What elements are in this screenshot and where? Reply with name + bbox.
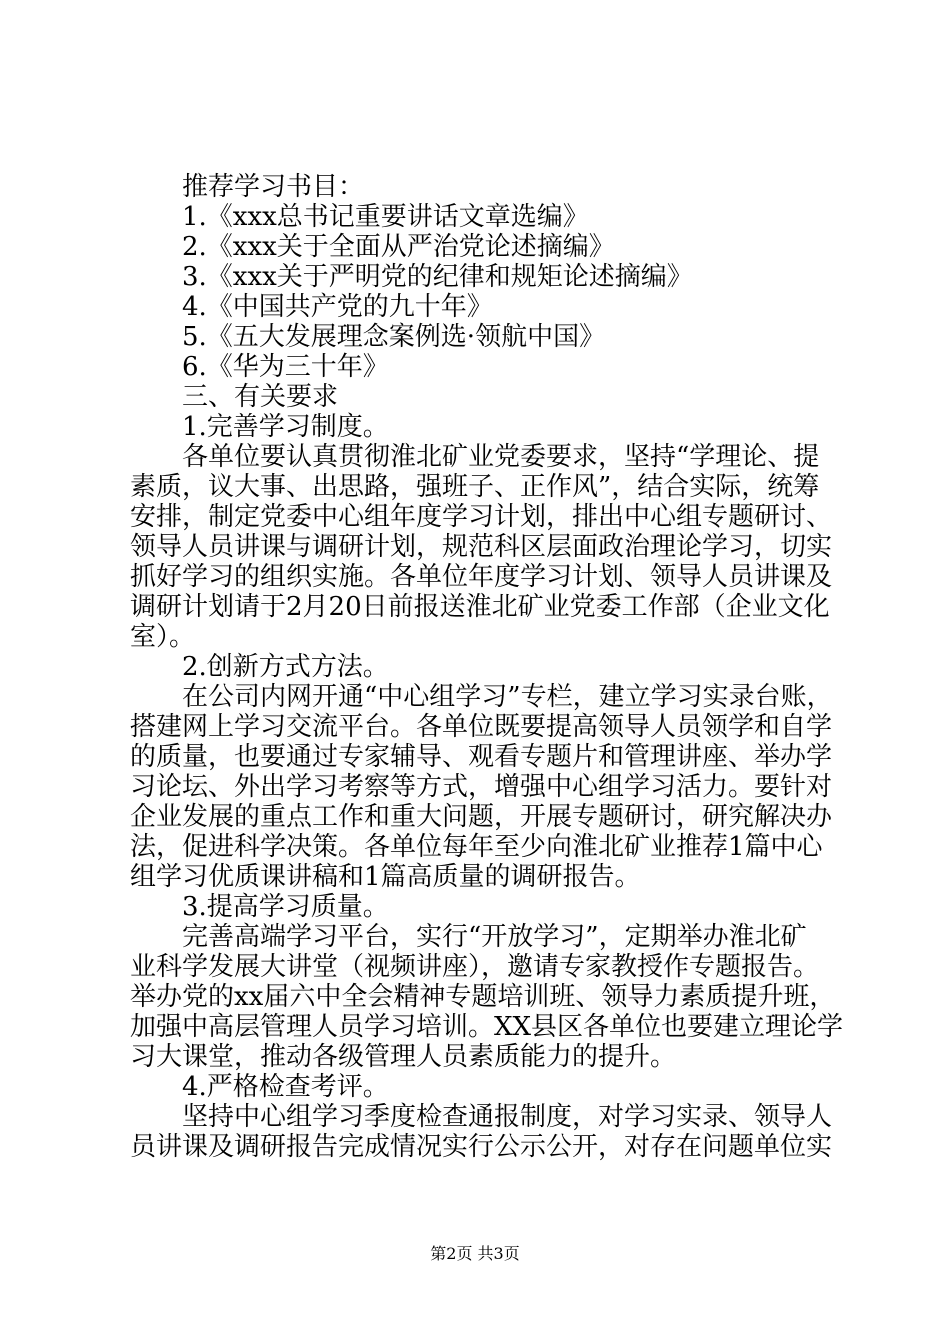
text-line: 2.《xxx关于全面从严治党论述摘编》 [182, 232, 615, 262]
text-line: 3.《xxx关于严明党的纪律和规矩论述摘编》 [182, 262, 693, 292]
text-line: 坚持中心组学习季度检查通报制度，对学习实录、领导人 [182, 1102, 833, 1132]
text-line: 5.《五大发展理念案例选·领航中国》 [182, 322, 606, 352]
text-line: 4.严格检查考评。 [182, 1072, 389, 1102]
text-line: 法，促进科学决策。各单位每年至少向淮北矿业推荐1篇中心 [130, 832, 823, 862]
text-line: 习论坛、外出学习考察等方式，增强中心组学习活力。要针对 [130, 772, 833, 802]
text-line: 素质，议大事、出思路，强班子、正作风”，结合实际，统筹 [130, 472, 820, 502]
text-line: 1.完善学习制度。 [182, 412, 389, 442]
text-line: 组学习优质课讲稿和1篇高质量的调研报告。 [130, 862, 641, 892]
text-line: 各单位要认真贯彻淮北矿业党委要求，坚持“学理论、提 [182, 442, 820, 472]
text-line: 搭建网上学习交流平台。各单位既要提高领导人员领学和自学 [130, 712, 833, 742]
text-line: 领导人员讲课与调研计划，规范科区层面政治理论学习，切实 [130, 532, 833, 562]
text-line: 加强中高层管理人员学习培训。XX县区各单位也要建立理论学 [130, 1012, 844, 1042]
page-footer [0, 1244, 950, 1264]
text-line: 室）。 [130, 622, 196, 652]
text-line: 2.创新方式方法。 [182, 652, 389, 682]
text-line: 抓好学习的组织实施。各单位年度学习计划、领导人员讲课及 [130, 562, 833, 592]
text-line: 6.《华为三十年》 [182, 352, 389, 382]
text-line: 员讲课及调研报告完成情况实行公示公开，对存在问题单位实 [130, 1132, 833, 1162]
text-line: 推荐学习书目： [182, 172, 365, 202]
page-number-label: 第2页 共3页 [430, 1244, 520, 1263]
text-line: 调研计划请于2月20日前报送淮北矿业党委工作部（企业文化 [130, 592, 830, 622]
text-line: 安排，制定党委中心组年度学习计划，排出中心组专题研讨、 [130, 502, 833, 532]
text-line: 3.提高学习质量。 [182, 892, 389, 922]
text-line: 习大课堂，推动各级管理人员素质能力的提升。 [130, 1042, 677, 1072]
text-line: 在公司内网开通“中心组学习”专栏，建立学习实录台账， [182, 682, 833, 712]
text-line: 的质量，也要通过专家辅导、观看专题片和管理讲座、举办学 [130, 742, 833, 772]
text-line: 企业发展的重点工作和重大问题，开展专题研讨，研究解决办 [130, 802, 833, 832]
text-line: 完善高端学习平台，实行“开放学习”，定期举办淮北矿 [182, 922, 807, 952]
text-line: 1.《xxx总书记重要讲话文章选编》 [182, 202, 589, 232]
text-line: 举办党的xx届六中全会精神专题培训班、领导力素质提升班， [130, 982, 836, 1012]
text-line: 三、有关要求 [182, 382, 339, 412]
text-line: 4.《中国共产党的九十年》 [182, 292, 493, 322]
text-line: 业科学发展大讲堂（视频讲座），邀请专家教授作专题报告。 [130, 952, 820, 982]
document-body [130, 172, 844, 1162]
